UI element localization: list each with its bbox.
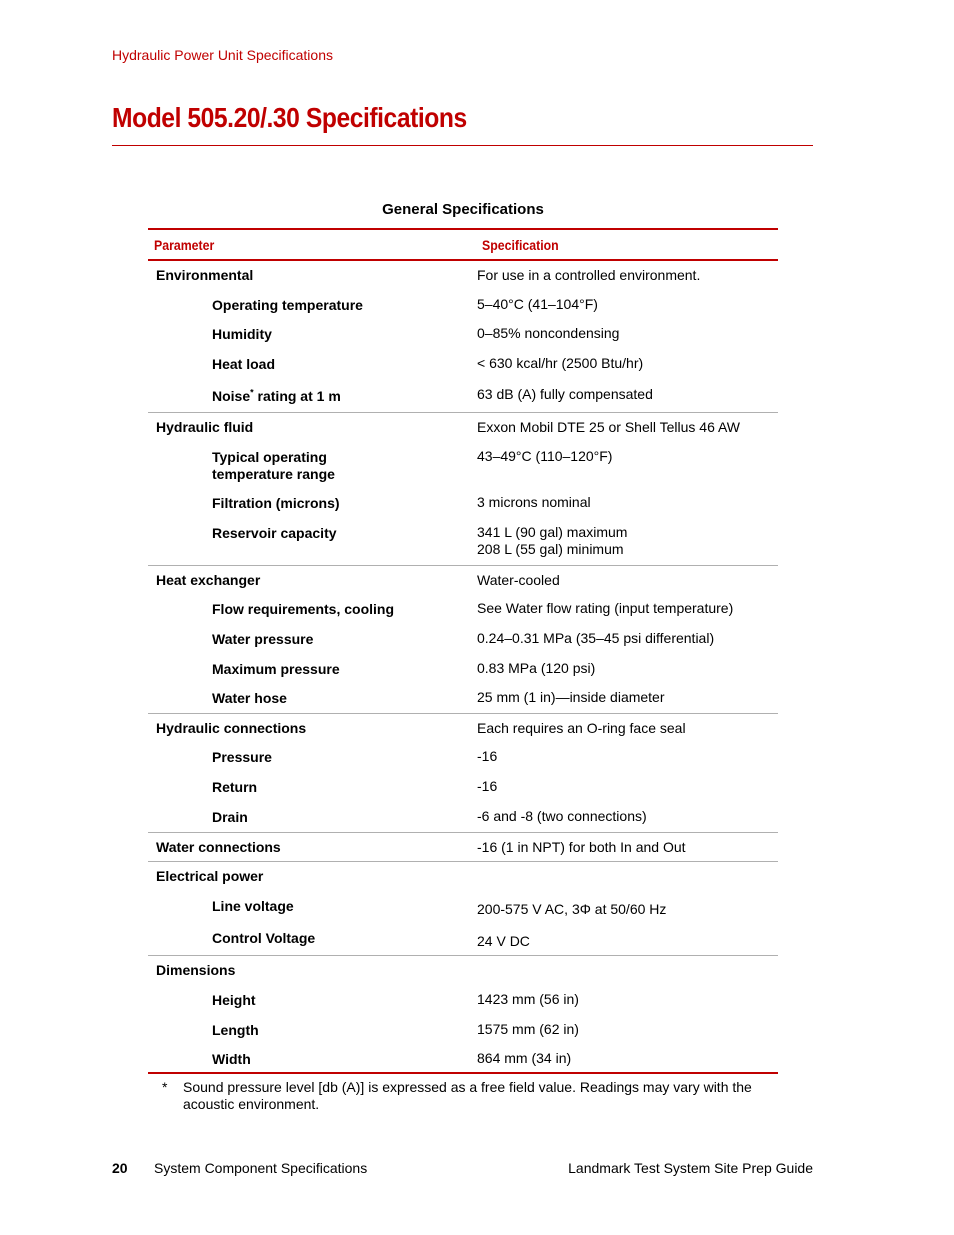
table-row xyxy=(148,594,778,624)
parameter-cell xyxy=(148,861,477,891)
footnote-mark: * xyxy=(162,1079,168,1095)
parameter-cell xyxy=(148,985,477,1015)
parameter-cell xyxy=(148,832,477,861)
parameter-cell xyxy=(148,565,477,594)
parameter-cell xyxy=(148,442,477,488)
table-body xyxy=(148,260,778,1073)
specification-cell xyxy=(477,319,778,349)
table-row xyxy=(148,624,778,654)
specification-value: -16 xyxy=(477,778,498,794)
specification-value: 0–85% noncondensing xyxy=(477,325,620,341)
specification-value: 200-575 V AC, 3Φ at 50/60 Hz xyxy=(477,901,667,917)
parameter-label: Pressure xyxy=(212,749,272,765)
specification-cell xyxy=(477,654,778,683)
table-row xyxy=(148,891,778,923)
specification-value: 63 dB (A) fully compensated xyxy=(477,386,653,402)
parameter-cell xyxy=(148,1015,477,1044)
parameter-label-suffix: rating at 1 m xyxy=(253,388,341,404)
parameter-cell xyxy=(148,772,477,802)
specification-value: 0.24–0.31 MPa (35–45 psi differential) xyxy=(477,630,715,646)
specification-cell xyxy=(477,923,778,955)
parameter-label-line2: temperature range xyxy=(212,466,335,482)
parameter-label xyxy=(212,388,477,405)
specification-value: 5–40°C (41–104°F) xyxy=(477,296,598,312)
footnote-reference: * xyxy=(250,387,254,398)
running-head: Hydraulic Power Unit Specifications xyxy=(112,47,333,63)
parameter-cell xyxy=(148,379,477,412)
specification-value-line2: 208 L (55 gal) minimum xyxy=(477,541,624,557)
specification-cell xyxy=(477,594,778,624)
parameter-label: Reservoir capacity xyxy=(212,525,337,541)
parameter-label: Flow requirements, cooling xyxy=(212,601,395,617)
specification-cell xyxy=(477,624,778,654)
parameter-label: Water pressure xyxy=(212,631,314,647)
specification-value: 1575 mm (62 in) xyxy=(477,1021,579,1037)
column-header-parameter: Parameter xyxy=(148,229,477,260)
table-row xyxy=(148,379,778,412)
specification-cell xyxy=(477,1044,778,1073)
specification-cell xyxy=(477,442,778,488)
page-number: 20 xyxy=(112,1160,128,1176)
table-row xyxy=(148,565,778,594)
table-row xyxy=(148,985,778,1015)
table-row xyxy=(148,518,778,565)
specification-value: See Water flow rating (input temperature) xyxy=(477,600,734,616)
specification-cell xyxy=(477,861,778,891)
specification-value: Water-cooled xyxy=(477,571,560,588)
specification-cell xyxy=(477,772,778,802)
specification-value: < 630 kcal/hr (2500 Btu/hr) xyxy=(477,355,644,371)
specification-cell xyxy=(477,955,778,985)
parameter-label: Operating temperature xyxy=(212,297,363,313)
specification-cell xyxy=(477,260,778,290)
footnote-text: Sound pressure level [db (A)] is expressed as a free field value. Readings may vary with the acoustic environment. xyxy=(183,1079,752,1112)
specification-cell xyxy=(477,412,778,442)
specification-value: -16 (1 in NPT) for both In and Out xyxy=(477,838,686,855)
parameter-label: Control Voltage xyxy=(212,930,316,946)
specification-cell xyxy=(477,1015,778,1044)
specification-cell xyxy=(477,802,778,832)
specification-value: 0.83 MPa (120 psi) xyxy=(477,660,596,676)
table-row xyxy=(148,654,778,683)
parameter-cell xyxy=(148,594,477,624)
table-row xyxy=(148,742,778,772)
parameter-cell xyxy=(148,654,477,683)
specification-value: -16 xyxy=(477,748,498,764)
specification-cell xyxy=(477,518,778,565)
parameter-cell xyxy=(148,923,477,955)
specification-cell xyxy=(477,742,778,772)
parameter-cell xyxy=(148,1044,477,1073)
table-row xyxy=(148,713,778,742)
parameter-cell xyxy=(148,412,477,442)
title-rule xyxy=(112,145,813,146)
parameter-label: Electrical power xyxy=(156,867,264,884)
parameter-cell xyxy=(148,290,477,319)
specification-value: 864 mm (34 in) xyxy=(477,1050,572,1066)
specification-cell xyxy=(477,290,778,319)
footer-section-title: System Component Specifications xyxy=(154,1160,368,1176)
parameter-cell xyxy=(148,713,477,742)
specification-cell xyxy=(477,832,778,861)
specification-value: 25 mm (1 in)—inside diameter xyxy=(477,689,665,705)
page-title: Model 505.20/.30 Specifications xyxy=(112,102,467,133)
table-caption: General Specifications xyxy=(382,201,544,218)
parameter-label: Water hose xyxy=(212,690,287,706)
specification-value: 43–49°C (110–120°F) xyxy=(477,448,613,464)
parameter-cell xyxy=(148,349,477,379)
table-row xyxy=(148,772,778,802)
table-row xyxy=(148,1015,778,1044)
parameter-cell xyxy=(148,891,477,923)
specification-cell xyxy=(477,891,778,923)
parameter-cell xyxy=(148,518,477,565)
parameter-label: Humidity xyxy=(212,326,272,342)
specification-cell xyxy=(477,565,778,594)
parameter-label: Hydraulic connections xyxy=(156,719,307,736)
parameter-label: Dimensions xyxy=(156,961,236,978)
table-row xyxy=(148,802,778,832)
specification-value: For use in a controlled environment. xyxy=(477,267,701,283)
parameter-cell xyxy=(148,319,477,349)
table-row xyxy=(148,923,778,955)
parameter-cell xyxy=(148,802,477,832)
specification-cell xyxy=(477,488,778,518)
parameter-label: Maximum pressure xyxy=(212,661,340,677)
parameter-label: Heat load xyxy=(212,356,276,372)
table-row xyxy=(148,1044,778,1073)
table-row xyxy=(148,861,778,891)
table-row xyxy=(148,955,778,985)
specification-value: Each requires an O-ring face seal xyxy=(477,719,686,736)
specification-cell xyxy=(477,349,778,379)
specifications-table xyxy=(148,228,778,1074)
table-row xyxy=(148,442,778,488)
specification-cell xyxy=(477,713,778,742)
table-row xyxy=(148,319,778,349)
parameter-label: Return xyxy=(212,779,258,795)
parameter-label: Typical operating xyxy=(212,449,327,465)
parameter-label: Drain xyxy=(212,809,248,825)
specification-cell xyxy=(477,683,778,713)
parameter-label: Width xyxy=(212,1051,251,1067)
column-header-specification: Specification xyxy=(477,229,778,260)
table-row xyxy=(148,260,778,290)
parameter-label: Water connections xyxy=(156,838,281,855)
parameter-label: Hydraulic fluid xyxy=(156,418,254,435)
specification-value: Exxon Mobil DTE 25 or Shell Tellus 46 AW xyxy=(477,418,741,435)
table-row xyxy=(148,683,778,713)
specification-value: 1423 mm (56 in) xyxy=(477,991,579,1007)
specification-value: 3 microns nominal xyxy=(477,494,591,510)
table-row xyxy=(148,488,778,518)
parameter-label: Line voltage xyxy=(212,898,294,914)
parameter-label: Heat exchanger xyxy=(156,571,261,588)
footer-guide-title: Landmark Test System Site Prep Guide xyxy=(568,1160,813,1176)
parameter-cell xyxy=(148,955,477,985)
specification-value: -6 and -8 (two connections) xyxy=(477,808,647,824)
parameter-cell xyxy=(148,683,477,713)
specification-cell xyxy=(477,985,778,1015)
parameter-label-text: Noise xyxy=(212,388,251,404)
parameter-cell xyxy=(148,742,477,772)
parameter-cell xyxy=(148,260,477,290)
parameter-cell xyxy=(148,624,477,654)
parameter-label: Height xyxy=(212,992,256,1008)
table-header-row xyxy=(148,229,778,260)
parameter-cell xyxy=(148,488,477,518)
parameter-label: Length xyxy=(212,1022,259,1038)
specification-value: 341 L (90 gal) maximum xyxy=(477,524,628,540)
specification-value: 24 V DC xyxy=(477,933,530,949)
table-row xyxy=(148,349,778,379)
table-row xyxy=(148,412,778,442)
parameter-label: Environmental xyxy=(156,267,254,283)
specification-cell xyxy=(477,379,778,412)
table-row xyxy=(148,290,778,319)
parameter-label: Filtration (microns) xyxy=(212,495,340,511)
table-row xyxy=(148,832,778,861)
